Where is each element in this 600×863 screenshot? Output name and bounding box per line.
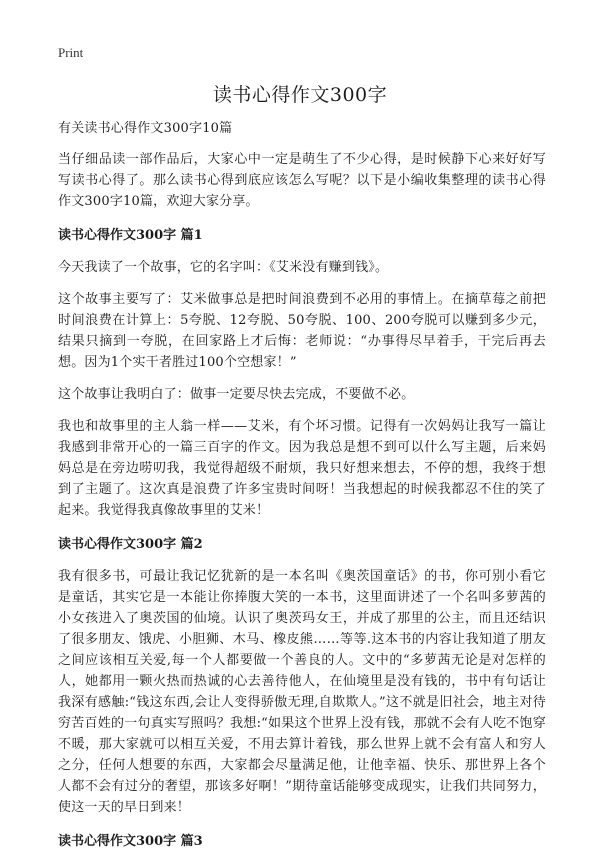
section-heading-3: 读书心得作文300字 篇3 — [58, 834, 203, 849]
page-title: 读书心得作文300字 — [212, 84, 388, 106]
print-link[interactable]: Print — [58, 45, 84, 60]
article-subtitle: 有关读书心得作文300字10篇 — [58, 121, 233, 136]
section-heading-2: 读书心得作文300字 篇2 — [58, 537, 203, 552]
intro-paragraph: 当仔细品读一部作品后，大家心中一定是萌生了不少心得，是时候静下心来好好写写读书心得了。那么读书心得到底应该怎么写呢？以下是小编收集整理的读书心得作文300字10篇，欢迎大家分享。 — [58, 152, 546, 209]
section-1-paragraph-2: 这个故事主要写了：艾米做事总是把时间浪费到不必用的事情上。在摘草莓之前把时间浪费在计算上：5夸脱、12夸脱、50夸脱、100、200夸脱可以赚到多少元，结果只摘到一夸脱，在回家路上才后悔：老师说：“办事得尽早着手，干完后再去想。因为1个实干者胜过100个空想家！” — [58, 292, 546, 370]
section-heading-1: 读书心得作文300字 篇1 — [58, 228, 203, 243]
section-2-paragraph-1: 我有很多书，可最让我记忆犹新的是一本名叫《奥茨国童话》的书，你可别小看它是童话，其实它是一本能让你捧腹大笑的一本书，这里面讲述了一个名叫多萝茜的小女孩进入了奥茨国的仙境。认识了奥茨玛女王，并成了那里的公主，而且还结识了很多朋友、饿虎、小胆狮、木马、橡皮熊……等等.这本书的内容让我知道了朋友之间应该相互关爱,每一个人都要做一个善良的人。文中的“多萝茜无论是对怎样的人，她都用一颗火热而热诚的心去善待他人，在仙境里是没有钱的，书中有句话让我深有感触:“钱这东西,会让人变得骄傲无理,自欺欺人。”这不就是旧社会，地主对待穷苦百姓的一句真实写照吗？我想:“如果这个世界上没有钱，那就不会有人吃不饱穿不暖，那大家就可以相互关爱，不用去算计着钱，那么世界上就不会有富人和穷人之分，任何人想要的东西，大家都会尽量满足他，让他幸福、快乐、那世界上各个人都不会有过分的奢望，那该多好啊！”期待童话能够变成现实，让我们共同努力，使这一天的早日到来！ — [58, 569, 546, 815]
article-body — [58, 118, 546, 863]
section-1-paragraph-4: 我也和故事里的主人翁一样——艾米，有个坏习惯。记得有一次妈妈让我写一篇让我感到非常开心的一篇三百字的作文。因为我总是想不到可以什么写主题，后来妈妈总是在旁边唠叨我，我觉得超级不耐烦，我只好想来想去，不停的想，我终于想到了主题了。这次真是浪费了许多宝贵时间呀！当我想起的时候我都忍不住的笑了起来。我觉得我真像故事里的艾米！ — [58, 419, 546, 518]
section-1-paragraph-3: 这个故事让我明白了：做事一定要尽快去完成，不要做不必。 — [58, 387, 415, 402]
section-1-paragraph-1: 今天我读了一个故事，它的名字叫：《艾米没有赚到钱》。 — [58, 260, 389, 275]
